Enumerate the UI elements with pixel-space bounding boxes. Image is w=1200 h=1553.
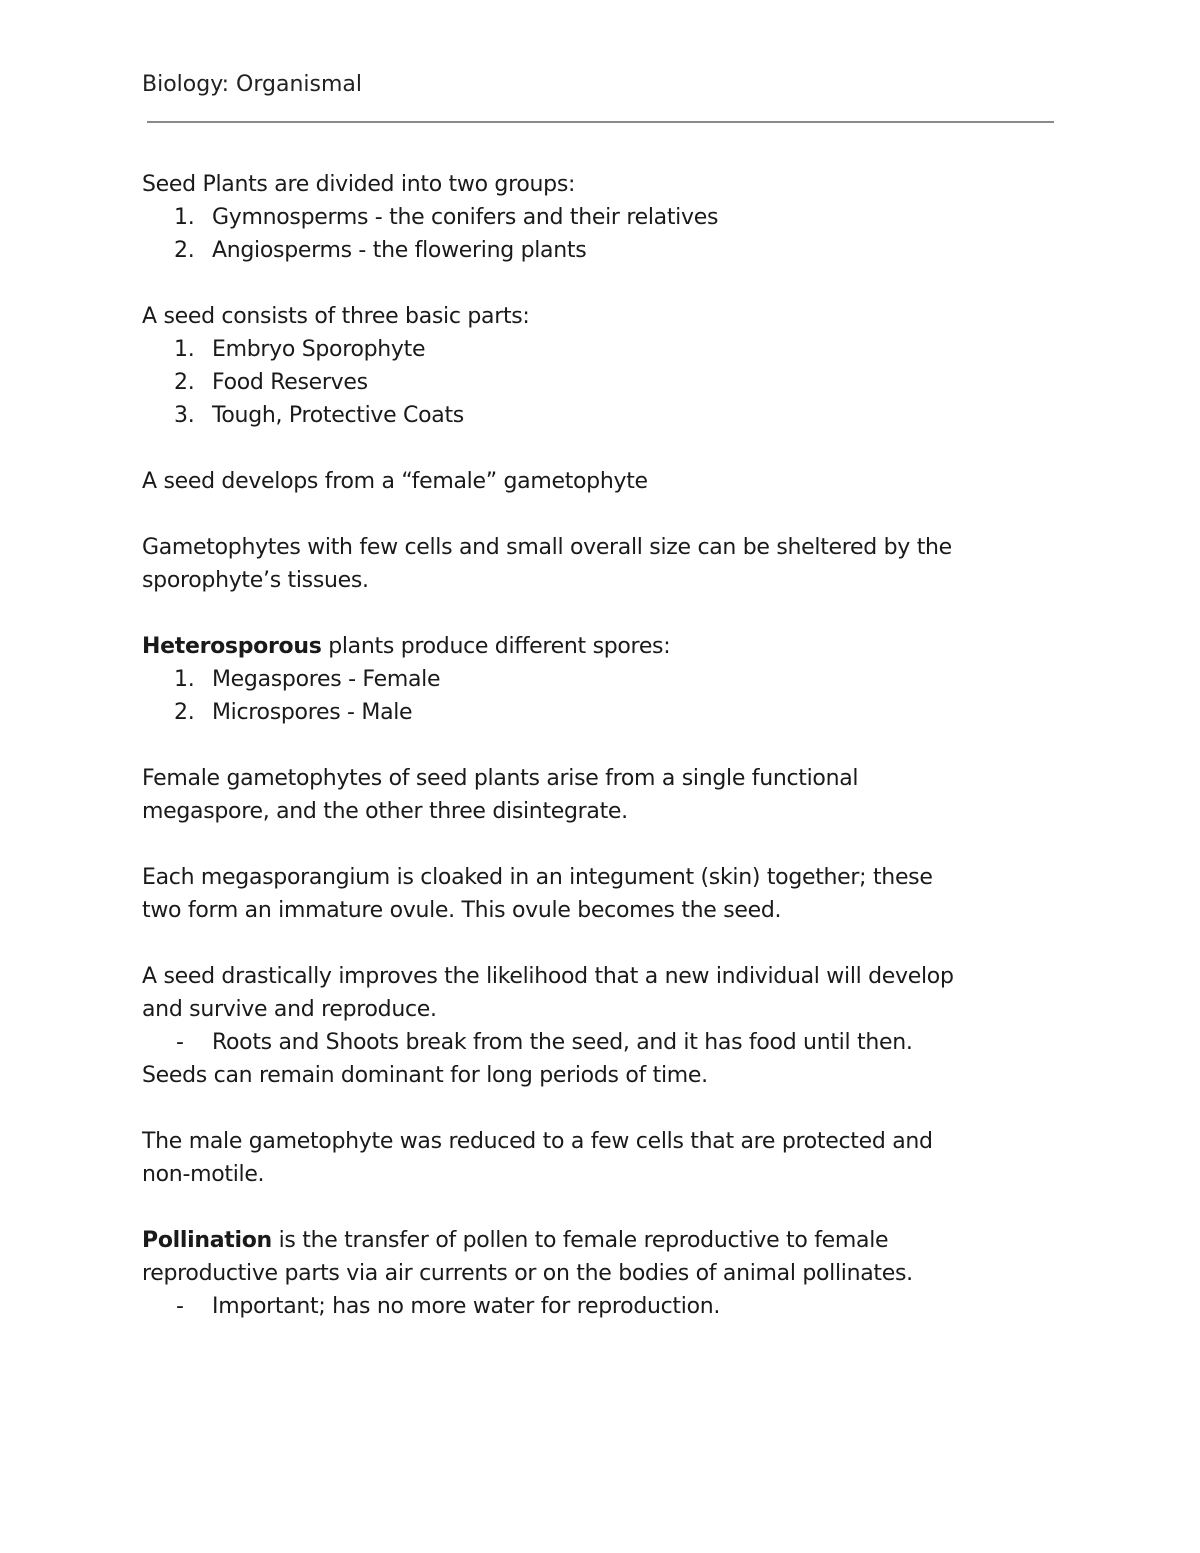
spacer bbox=[142, 267, 1042, 300]
list-marker: 3. bbox=[174, 403, 195, 428]
page-header-title: Biology: Organismal bbox=[142, 72, 362, 97]
list-marker: 2. bbox=[174, 700, 195, 725]
list-item bbox=[142, 333, 1042, 366]
list-marker: 1. bbox=[174, 337, 195, 362]
paragraph-female-gametophytes-line: Female gametophytes of seed plants arise from a single functional bbox=[142, 766, 859, 791]
document-body bbox=[142, 168, 1042, 1323]
list-item bbox=[142, 234, 1042, 267]
paragraph-pollination-line: reproductive parts via air currents or on the bodies of animal pollinates. bbox=[142, 1261, 913, 1286]
bullet-item bbox=[142, 1026, 1042, 1059]
spacer bbox=[142, 1092, 1042, 1125]
bullet-item-text: Roots and Shoots break from the seed, and it has food until then. bbox=[212, 1030, 913, 1055]
paragraph-text: plants produce different spores: bbox=[321, 634, 671, 659]
paragraph-heterosporous-intro bbox=[142, 630, 1042, 663]
spacer bbox=[142, 597, 1042, 630]
bullet-item bbox=[142, 1290, 1042, 1323]
paragraph-female-gametophytes-line: megaspore, and the other three disintegrate. bbox=[142, 799, 628, 824]
spacer bbox=[142, 1191, 1042, 1224]
paragraph-seed-develops: A seed develops from a “female” gametophyte bbox=[142, 469, 648, 494]
header-divider bbox=[147, 121, 1054, 123]
spacer bbox=[142, 828, 1042, 861]
paragraph-seed-improves-line: and survive and reproduce. bbox=[142, 997, 437, 1022]
paragraph-seed-improves-line: A seed drastically improves the likelihood that a new individual will develop bbox=[142, 964, 954, 989]
paragraph-seed-groups-intro: Seed Plants are divided into two groups: bbox=[142, 172, 576, 197]
list-item-text: Megaspores - Female bbox=[212, 667, 441, 692]
list-item bbox=[142, 366, 1042, 399]
list-item-text: Tough, Protective Coats bbox=[212, 403, 464, 428]
spacer bbox=[142, 927, 1042, 960]
paragraph-megasporangium-line: two form an immature ovule. This ovule becomes the seed. bbox=[142, 898, 782, 923]
list-item-text: Gymnosperms - the conifers and their relatives bbox=[212, 205, 719, 230]
paragraph-seed-parts-intro: A seed consists of three basic parts: bbox=[142, 304, 530, 329]
spacer bbox=[142, 729, 1042, 762]
paragraph-gametophytes-line: sporophyte’s tissues. bbox=[142, 568, 369, 593]
list-item-text: Angiosperms - the flowering plants bbox=[212, 238, 587, 263]
list-item bbox=[142, 201, 1042, 234]
list-item bbox=[142, 399, 1042, 432]
spacer bbox=[142, 432, 1042, 465]
list-item-text: Embryo Sporophyte bbox=[212, 337, 426, 362]
paragraph-gametophytes-line: Gametophytes with few cells and small overall size can be sheltered by the bbox=[142, 535, 952, 560]
list-marker: 2. bbox=[174, 238, 195, 263]
paragraph-male-gametophyte-line: non-motile. bbox=[142, 1162, 265, 1187]
term-heterosporous: Heterosporous bbox=[142, 634, 322, 659]
list-marker: 1. bbox=[174, 205, 195, 230]
list-item bbox=[142, 696, 1042, 729]
paragraph-pollination-line bbox=[142, 1224, 1042, 1257]
bullet-item-text: Important; has no more water for reproduction. bbox=[212, 1294, 721, 1319]
list-marker: 2. bbox=[174, 370, 195, 395]
list-item-text: Food Reserves bbox=[212, 370, 368, 395]
list-item bbox=[142, 663, 1042, 696]
paragraph-seed-dormancy: Seeds can remain dominant for long periods of time. bbox=[142, 1063, 708, 1088]
paragraph-text: is the transfer of pollen to female reproductive to female bbox=[271, 1228, 889, 1253]
list-item-text: Microspores - Male bbox=[212, 700, 413, 725]
dash-marker: - bbox=[176, 1294, 184, 1319]
term-pollination: Pollination bbox=[142, 1228, 272, 1253]
paragraph-megasporangium-line: Each megasporangium is cloaked in an integument (skin) together; these bbox=[142, 865, 933, 890]
paragraph-male-gametophyte-line: The male gametophyte was reduced to a few cells that are protected and bbox=[142, 1129, 933, 1154]
dash-marker: - bbox=[176, 1030, 184, 1055]
spacer bbox=[142, 498, 1042, 531]
list-marker: 1. bbox=[174, 667, 195, 692]
